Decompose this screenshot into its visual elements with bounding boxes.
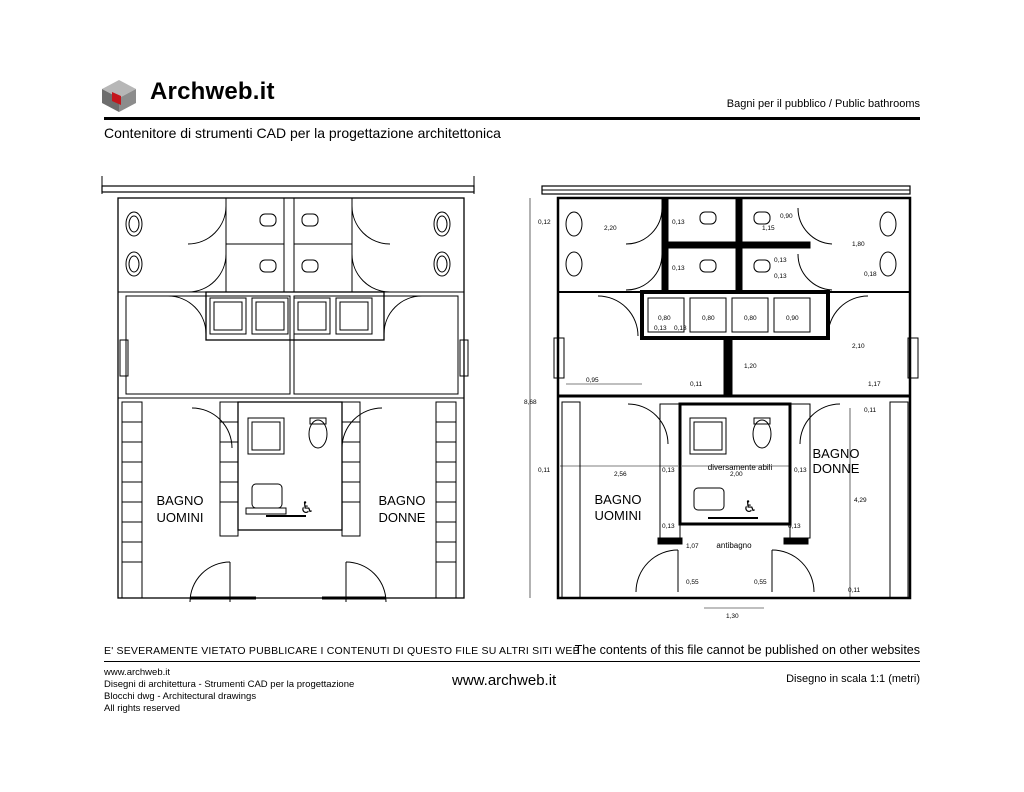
dim-lower-0: 0,11 [538, 467, 551, 474]
dim-top-right-5: 0,18 [864, 271, 877, 278]
footer-info [104, 667, 354, 715]
dim-top-right-2: 1,80 [852, 241, 865, 248]
label-women-1: BAGNO [378, 493, 426, 508]
dim-lower-1: 2,56 [614, 471, 627, 478]
dim-top-right-4: 0,13 [774, 273, 787, 280]
dim-top-left-2: 0,13 [672, 219, 685, 226]
dim-top-left-1: 2,20 [604, 225, 617, 232]
dim-mid-2: 1,20 [744, 363, 757, 370]
dim-bottom-4: 0,11 [848, 587, 861, 594]
label-women-2: DONNE [378, 510, 426, 525]
dim-lower-4: 0,13 [794, 467, 807, 474]
footer-url: www.archweb.it [452, 672, 557, 689]
dim-total-height: 8,68 [524, 399, 537, 406]
dim-bottom-2: 0,55 [754, 579, 767, 586]
archweb-logo [100, 78, 138, 114]
label-men-1-right: BAGNO [594, 492, 642, 507]
footer-line-1: www.archweb.it [104, 667, 170, 678]
wheelchair-icon: ♿ [299, 500, 315, 517]
dim-top-right-0: 1,15 [762, 225, 775, 232]
label-antibagno: antibagno [716, 541, 752, 550]
plan-left [96, 172, 482, 604]
plan-right [518, 172, 922, 622]
scale-note: Disegno in scala 1:1 (metri) [786, 673, 920, 685]
dim-lower-6: 0,13 [788, 523, 801, 530]
label-women-1-right: BAGNO [812, 446, 860, 461]
label-women-2-right: DONNE [812, 461, 860, 476]
dim-top-right-3: 0,13 [774, 257, 787, 264]
label-men-2-right: UOMINI [594, 508, 642, 523]
footer-line-3: Blocchi dwg - Architectural drawings [104, 691, 257, 702]
dim-cabin-0: 0,80 [658, 315, 671, 322]
dim-bottom-5: 4,29 [854, 497, 867, 504]
label-disabled: diversamente abili [707, 463, 773, 472]
footer-line-2: Disegni di architettura - Strumenti CAD per la progettazione [104, 679, 355, 690]
dim-bottom-3: 1,30 [726, 613, 739, 620]
dim-mid-1: 0,11 [690, 381, 703, 388]
dim-bottom-1: 0,55 [686, 579, 699, 586]
footer-line-4: All rights reserved [104, 703, 181, 714]
dim-mid-4: 1,17 [868, 381, 881, 388]
header-rule [104, 117, 920, 120]
dim-mid-0: 0,95 [586, 377, 599, 384]
dim-cabin-4: 0,13 [654, 325, 667, 332]
warning-italian: E' SEVERAMENTE VIETATO PUBBLICARE I CONTENUTI DI QUESTO FILE SU ALTRI SITI WEB [104, 645, 580, 657]
label-men-2: UOMINI [156, 510, 204, 525]
dim-lower-2: 0,13 [662, 467, 675, 474]
footer-rule [104, 661, 920, 662]
wheelchair-icon-right: ♿ [742, 499, 758, 516]
dim-cabin-3: 0,90 [786, 315, 799, 322]
dim-bottom-0: 1,07 [686, 543, 699, 550]
dim-cabin-2: 0,80 [744, 315, 757, 322]
drawing-title: Bagni per il pubblico / Public bathrooms [726, 98, 920, 110]
warning-english: The contents of this file cannot be published on other websites [574, 643, 920, 657]
label-men-1: BAGNO [156, 493, 204, 508]
dim-cabin-1: 0,80 [702, 315, 715, 322]
dim-lower-3: 2,00 [730, 471, 743, 478]
dim-top-left-3: 0,13 [672, 265, 685, 272]
dim-mid-3: 2,10 [852, 343, 865, 350]
dim-cabin-5: 0,13 [674, 325, 687, 332]
dim-mid-5: 0,11 [864, 407, 877, 414]
dim-lower-5: 0,13 [662, 523, 675, 530]
subtitle: Contenitore di strumenti CAD per la progettazione architettonica [104, 125, 501, 141]
dim-top-left-0: 0,12 [538, 219, 551, 226]
dim-top-right-1: 0,90 [780, 213, 793, 220]
brand-name: Archweb.it [150, 78, 275, 105]
